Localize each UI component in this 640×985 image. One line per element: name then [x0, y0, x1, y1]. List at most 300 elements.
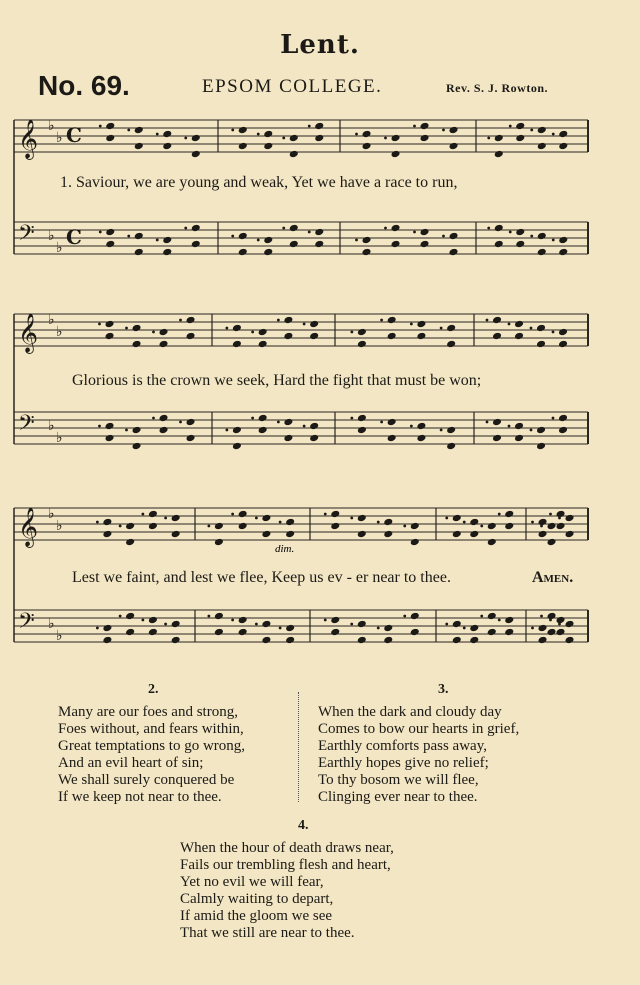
verse-line: When the hour of death draws near,: [180, 840, 394, 856]
note-head: [514, 422, 524, 431]
dot-mark: [384, 137, 387, 140]
note-head: [357, 620, 367, 629]
verse-3: [318, 704, 519, 806]
dot-mark: [164, 623, 167, 626]
note-head: [504, 522, 514, 531]
dot-mark: [184, 227, 187, 230]
dot-mark: [558, 517, 561, 520]
dot-mark: [184, 137, 187, 140]
note-head: [558, 414, 568, 423]
note-head: [514, 320, 524, 329]
note-head: [309, 434, 319, 443]
dot-mark: [98, 323, 101, 326]
bass-clef-icon: 𝄢: [18, 609, 35, 639]
note-head: [261, 620, 271, 629]
verse-line: Great temptations to go wrong,: [58, 738, 246, 754]
note-head: [556, 510, 566, 519]
note-head: [105, 122, 115, 131]
dot-mark: [530, 429, 533, 432]
note-head: [125, 612, 135, 621]
note-head: [556, 628, 566, 637]
note-head: [410, 538, 420, 547]
dot-mark: [480, 525, 483, 528]
dot-mark: [251, 331, 254, 334]
dot-mark: [98, 425, 101, 428]
flat-icon: ♭: [56, 628, 63, 644]
dot-mark: [207, 615, 210, 618]
note-head: [263, 248, 273, 257]
note-head: [514, 332, 524, 341]
verse-line: When the dark and cloudy day: [318, 704, 502, 720]
note-head: [487, 538, 497, 547]
note-head: [289, 224, 299, 233]
note-head: [449, 142, 459, 151]
tune-name: EPSOM COLLEGE.: [202, 76, 383, 97]
note-head: [469, 518, 479, 527]
dynamic-marking: dim.: [275, 543, 295, 555]
note-head: [258, 328, 268, 337]
dot-mark: [380, 319, 383, 322]
verse-line: Many are our foes and strong,: [58, 704, 238, 720]
note-head: [515, 228, 525, 237]
dot-mark: [413, 231, 416, 234]
dot-mark: [498, 513, 501, 516]
note-head: [232, 426, 242, 435]
note-head: [492, 418, 502, 427]
note-head: [171, 530, 181, 539]
note-head: [289, 134, 299, 143]
note-head: [547, 538, 557, 547]
note-head: [536, 426, 546, 435]
note-head: [171, 620, 181, 629]
note-head: [330, 616, 340, 625]
note-head: [148, 522, 158, 531]
note-head: [263, 236, 273, 245]
dot-mark: [487, 137, 490, 140]
dot-mark: [384, 227, 387, 230]
verse-line: Earthly comforts pass away,: [318, 738, 487, 754]
flat-icon: ♭: [56, 130, 63, 146]
note-head: [186, 332, 196, 341]
flat-icon: ♭: [56, 518, 63, 534]
note-head: [383, 636, 393, 645]
note-head: [487, 612, 497, 621]
amen-label: Amen.: [532, 569, 574, 586]
note-head: [162, 142, 172, 151]
note-head: [105, 134, 115, 143]
flat-icon: ♭: [48, 506, 55, 522]
note-head: [330, 628, 340, 637]
dot-mark: [119, 525, 122, 528]
note-head: [357, 328, 367, 337]
note-head: [105, 240, 115, 249]
flat-icon: ♭: [56, 324, 63, 340]
verse-line: If we keep not near to thee.: [58, 789, 222, 805]
note-head: [238, 248, 248, 257]
note-head: [547, 612, 557, 621]
note-head: [289, 150, 299, 159]
note-head: [258, 426, 268, 435]
note-head: [105, 228, 115, 237]
dot-mark: [350, 623, 353, 626]
note-head: [105, 320, 115, 329]
note-head: [309, 320, 319, 329]
dot-mark: [480, 615, 483, 618]
note-head: [134, 248, 144, 257]
note-head: [357, 340, 367, 349]
dot-mark: [442, 235, 445, 238]
dot-mark: [303, 323, 306, 326]
dot-mark: [410, 323, 413, 326]
note-head: [558, 340, 568, 349]
note-head: [452, 636, 462, 645]
note-head: [105, 332, 115, 341]
note-head: [132, 442, 142, 451]
note-head: [357, 414, 367, 423]
note-head: [536, 324, 546, 333]
dot-mark: [279, 521, 282, 524]
note-head: [537, 232, 547, 241]
note-head: [538, 530, 548, 539]
note-head: [449, 248, 459, 257]
note-head: [387, 418, 397, 427]
dot-mark: [99, 231, 102, 234]
dot-mark: [531, 627, 534, 630]
note-head: [538, 624, 548, 633]
note-head: [538, 518, 548, 527]
note-head: [148, 616, 158, 625]
note-head: [232, 442, 242, 451]
note-head: [494, 150, 504, 159]
note-head: [357, 530, 367, 539]
flat-icon: ♭: [48, 616, 55, 632]
verse-line: Clinging ever near to thee.: [318, 789, 478, 805]
note-head: [537, 142, 547, 151]
note-head: [232, 324, 242, 333]
note-head: [105, 422, 115, 431]
note-head: [504, 628, 514, 637]
note-head: [449, 126, 459, 135]
note-head: [132, 340, 142, 349]
verse-number-4: 4.: [298, 818, 309, 833]
note-head: [492, 434, 502, 443]
verse-line: Fails our trembling flesh and heart,: [180, 857, 391, 873]
note-head: [258, 340, 268, 349]
note-head: [171, 636, 181, 645]
note-head: [416, 332, 426, 341]
dot-mark: [350, 417, 353, 420]
note-head: [446, 426, 456, 435]
dot-mark: [552, 133, 555, 136]
note-head: [238, 126, 248, 135]
dot-mark: [377, 521, 380, 524]
note-head: [357, 514, 367, 523]
dot-mark: [486, 319, 489, 322]
note-head: [261, 514, 271, 523]
note-head: [416, 320, 426, 329]
note-head: [558, 130, 568, 139]
flat-icon: ♭: [48, 118, 55, 134]
note-head: [515, 122, 525, 131]
dot-mark: [231, 129, 234, 132]
note-head: [289, 240, 299, 249]
author-credit: Rev. S. J. Rowton.: [446, 81, 549, 95]
note-head: [132, 426, 142, 435]
note-head: [263, 130, 273, 139]
dot-mark: [282, 137, 285, 140]
dot-mark: [282, 227, 285, 230]
note-head: [416, 434, 426, 443]
note-head: [309, 422, 319, 431]
note-head: [469, 636, 479, 645]
note-head: [547, 628, 557, 637]
dot-mark: [531, 521, 534, 524]
dot-mark: [552, 331, 555, 334]
note-head: [391, 224, 401, 233]
note-head: [314, 228, 324, 237]
dot-mark: [303, 425, 306, 428]
note-head: [362, 142, 372, 151]
note-head: [558, 328, 568, 337]
note-head: [514, 434, 524, 443]
note-head: [536, 340, 546, 349]
note-head: [357, 426, 367, 435]
dot-mark: [127, 129, 130, 132]
note-head: [186, 316, 196, 325]
note-head: [285, 530, 295, 539]
dot-mark: [324, 513, 327, 516]
dot-mark: [324, 619, 327, 622]
note-head: [538, 636, 548, 645]
note-head: [159, 414, 169, 423]
dot-mark: [403, 525, 406, 528]
note-head: [420, 228, 430, 237]
dot-mark: [540, 615, 543, 618]
column-divider: [298, 692, 300, 802]
note-head: [494, 240, 504, 249]
verse-line: To thy bosom we will flee,: [318, 772, 479, 788]
note-head: [469, 530, 479, 539]
dot-mark: [463, 521, 466, 524]
dot-mark: [377, 627, 380, 630]
note-head: [558, 142, 568, 151]
verse-line: Yet no evil we will fear,: [180, 874, 324, 890]
note-head: [162, 236, 172, 245]
dot-mark: [156, 239, 159, 242]
dot-mark: [225, 327, 228, 330]
bass-clef-icon: 𝄢: [18, 221, 35, 251]
note-head: [452, 514, 462, 523]
note-head: [214, 522, 224, 531]
note-head: [452, 620, 462, 629]
note-head: [537, 248, 547, 257]
note-head: [362, 130, 372, 139]
note-head: [148, 510, 158, 519]
dot-mark: [558, 623, 561, 626]
note-head: [214, 538, 224, 547]
note-head: [105, 434, 115, 443]
dot-mark: [125, 429, 128, 432]
note-head: [383, 624, 393, 633]
note-head: [102, 636, 112, 645]
note-head: [238, 628, 248, 637]
dot-mark: [257, 239, 260, 242]
dot-mark: [96, 521, 99, 524]
note-head: [446, 442, 456, 451]
note-head: [487, 522, 497, 531]
treble-clef-icon: 𝄞: [18, 119, 39, 159]
dot-mark: [279, 627, 282, 630]
lyric-line-1: 1. Saviour, we are young and weak, Yet we have a race to run,: [60, 174, 458, 191]
note-head: [214, 628, 224, 637]
dot-mark: [125, 327, 128, 330]
note-head: [410, 522, 420, 531]
dot-mark: [141, 619, 144, 622]
verse-line: Earthly hopes give no relief;: [318, 755, 489, 771]
flat-icon: ♭: [48, 312, 55, 328]
note-head: [492, 332, 502, 341]
note-head: [314, 134, 324, 143]
verse-number-2: 2.: [148, 682, 159, 697]
note-head: [283, 332, 293, 341]
flat-icon: ♭: [48, 228, 55, 244]
verse-4: [180, 840, 394, 942]
note-head: [515, 134, 525, 143]
lyric-line-3: Lest we faint, and lest we flee, Keep us ev - er near to thee.: [72, 569, 451, 586]
note-head: [283, 316, 293, 325]
note-head: [238, 522, 248, 531]
note-head: [314, 122, 324, 131]
verse-line: Calmly waiting to depart,: [180, 891, 334, 907]
note-head: [391, 240, 401, 249]
dot-mark: [498, 619, 501, 622]
dot-mark: [445, 623, 448, 626]
note-head: [494, 224, 504, 233]
dot-mark: [179, 319, 182, 322]
dot-mark: [552, 417, 555, 420]
dot-mark: [355, 239, 358, 242]
note-head: [191, 134, 201, 143]
note-head: [420, 122, 430, 131]
dot-mark: [257, 133, 260, 136]
note-head: [263, 142, 273, 151]
note-head: [556, 616, 566, 625]
note-head: [171, 514, 181, 523]
common-time-icon: C: [66, 225, 82, 249]
note-head: [285, 624, 295, 633]
note-head: [261, 530, 271, 539]
note-head: [125, 538, 135, 547]
note-head: [238, 510, 248, 519]
dot-mark: [141, 513, 144, 516]
note-head: [283, 434, 293, 443]
section-title: Lent.: [280, 30, 360, 60]
note-head: [537, 126, 547, 135]
note-head: [410, 612, 420, 621]
dot-mark: [225, 429, 228, 432]
dot-mark: [255, 517, 258, 520]
note-head: [420, 134, 430, 143]
verse-line: Foes without, and fears within,: [58, 721, 244, 737]
dot-mark: [540, 525, 543, 528]
note-head: [449, 232, 459, 241]
dot-mark: [463, 627, 466, 630]
note-head: [515, 240, 525, 249]
note-head: [162, 130, 172, 139]
dot-mark: [410, 425, 413, 428]
note-head: [556, 522, 566, 531]
note-head: [391, 150, 401, 159]
note-head: [469, 624, 479, 633]
note-head: [102, 530, 112, 539]
note-head: [565, 514, 575, 523]
dot-mark: [119, 615, 122, 618]
dot-mark: [380, 421, 383, 424]
dot-mark: [549, 619, 552, 622]
note-head: [362, 236, 372, 245]
note-head: [330, 510, 340, 519]
dot-mark: [508, 323, 511, 326]
note-head: [238, 616, 248, 625]
dot-mark: [440, 327, 443, 330]
note-head: [238, 232, 248, 241]
note-head: [446, 324, 456, 333]
note-head: [504, 616, 514, 625]
treble-clef-icon: 𝄞: [18, 507, 39, 547]
note-head: [162, 248, 172, 257]
note-head: [558, 248, 568, 257]
note-head: [159, 426, 169, 435]
hymn-number: No. 69.: [38, 70, 130, 101]
note-head: [357, 636, 367, 645]
verse-2: [58, 704, 245, 806]
note-head: [565, 636, 575, 645]
dot-mark: [96, 627, 99, 630]
dot-mark: [403, 615, 406, 618]
note-head: [232, 340, 242, 349]
dot-mark: [355, 133, 358, 136]
note-head: [261, 636, 271, 645]
dot-mark: [445, 517, 448, 520]
note-head: [285, 518, 295, 527]
note-head: [416, 422, 426, 431]
note-head: [452, 530, 462, 539]
verse-line: And an evil heart of sin;: [58, 755, 204, 771]
dot-mark: [440, 429, 443, 432]
note-head: [191, 240, 201, 249]
dot-mark: [530, 327, 533, 330]
note-head: [125, 522, 135, 531]
note-head: [134, 232, 144, 241]
dot-mark: [509, 231, 512, 234]
dot-mark: [255, 623, 258, 626]
note-head: [494, 134, 504, 143]
dot-mark: [552, 239, 555, 242]
note-head: [102, 518, 112, 527]
note-head: [387, 316, 397, 325]
note-head: [125, 628, 135, 637]
note-head: [391, 134, 401, 143]
note-head: [558, 236, 568, 245]
note-head: [214, 612, 224, 621]
note-head: [191, 224, 201, 233]
note-head: [420, 240, 430, 249]
note-head: [383, 518, 393, 527]
dot-mark: [231, 619, 234, 622]
dot-mark: [308, 125, 311, 128]
note-head: [410, 628, 420, 637]
note-head: [191, 150, 201, 159]
